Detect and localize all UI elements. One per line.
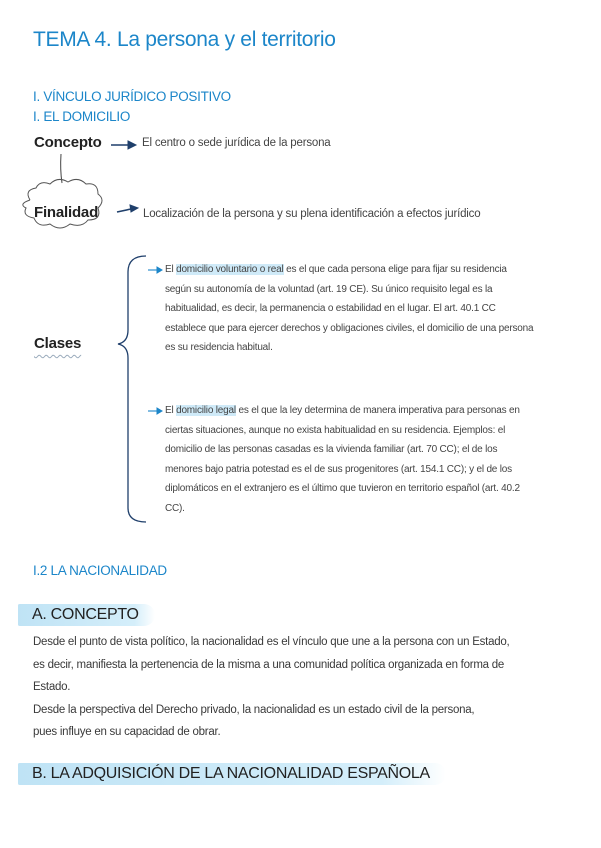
concepto-text: El centro o sede jurídica de la persona [142,137,331,149]
paragraph-line: domicilio de las personas casadas es la vivienda familiar (art. 70 CC); el de los [165,444,498,455]
finalidad-label: Finalidad [34,204,99,221]
domicilio-legal-paragraph [165,401,520,518]
text-fragment: es el que cada persona elige para fijar su residencia [283,264,507,275]
highlighted-term: domicilio voluntario o real [176,264,284,275]
paragraph-line: ciertas situaciones, aunque no exista habitualidad en su residencia. Ejemplos: el [165,424,506,436]
section-heading: I. VÍNCULO JURÍDICO POSITIVO [33,89,231,104]
highlighted-heading: A. CONCEPTO [18,604,155,626]
arrow-right-icon [148,408,162,414]
text-fragment: El [165,264,177,275]
arrow-right-icon [111,141,136,149]
page-title: TEMA 4. La persona y el territorio [33,28,336,51]
subsection-heading: I. EL DOMICILIO [33,109,131,124]
arrow-right-icon [117,205,138,212]
text-fragment: El [165,405,177,416]
text-fragment: es el que la ley determina de manera imperativa para personas en [235,405,520,416]
paragraph-line: es decir, manifiesta la pertenencia de la misma a una comunidad política organizada en forma de [33,658,505,671]
paragraph-line: Desde la perspectiva del Derecho privado, la nacionalidad es un estado civil de la persona, [33,703,475,716]
domicilio-voluntario-paragraph [165,260,533,358]
paragraph-line: Desde el punto de vista político, la nacionalidad es el vínculo que une a la persona con un Estado, [33,636,510,648]
finalidad-text: Localización de la persona y su plena identificación a efectos jurídico [143,208,481,220]
highlighted-heading: B. LA ADQUISICIÓN DE LA NACIONALIDAD ESPAÑOLA [18,763,446,785]
arrow-right-icon [148,267,162,273]
paragraph-line: diplomáticos en el extranjero es el último que tuvieron en territorio español (art. 40.2 [165,483,520,494]
curly-brace [118,256,146,522]
clases-label: Clases [34,335,82,352]
section-heading: I.2 LA NACIONALIDAD [33,563,167,578]
paragraph-line: es su residencia habitual. [165,342,273,353]
paragraph-line: CC). [165,502,185,514]
paragraph-line: establece que para ejercer derechos y obligaciones civiles, el domicilio de una persona [165,322,534,334]
concepto-label: Concepto [34,134,102,151]
paragraph-line: habitualidad, es decir, la permanencia o estabilidad en el lugar. El art. 40.1 CC [165,303,496,314]
paragraph-line: según su autonomía de la voluntad (art. 19 CE). Su único requisito legal es la [165,283,493,295]
paragraph-line: menores bajo patria potestad es el de sus progenitores (art. 154.1 CC); y el de los [165,463,512,475]
connector-line [61,154,62,183]
paragraph-line: pues influye en su capacidad de obrar. [33,726,221,738]
highlighted-term: domicilio legal [176,405,236,416]
paragraph-line: Estado. [33,681,71,693]
nacionalidad-concepto-paragraph [33,631,509,744]
